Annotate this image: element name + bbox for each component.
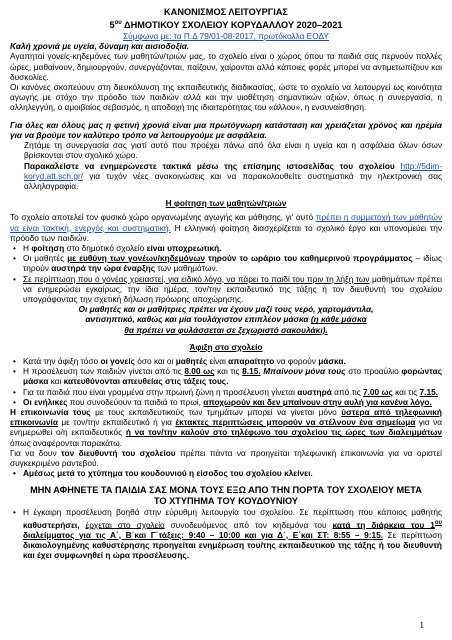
list-item: • Οι ενήλικες που συνοδεύουν τα παιδιά το πρωί, αποχωρούν και δεν μπαίνουν στην αυλή για κανένα λόγο.: [10, 397, 442, 407]
list-item: • Η προσέλευση των παιδιών γίνεται από τις 8.00 ως και τις 8.15. Μπαίνουν μόνα τους στο προαύλιο φορώντας μάσκα και κατευθύνονται απευθείας στις τάξεις τους.: [10, 366, 442, 386]
warning-line-1: ΜΗΝ ΑΦΗΝΕΤΕ ΤΑ ΠΑΙΔΙΑ ΣΑΣ ΜΟΝΑ ΤΟΥΣ ΕΞΩ ΑΠΟ ΤΗΝ ΠΟΡΤΑ ΤΟΥ ΣΧΟΛΕΙΟΥ ΜΕΤΑ: [30, 485, 422, 496]
list-item: • Σε περίπτωση που ο γονέας χρειαστεί, για ειδικό λόγο, να πάρει το παιδί του πριν τη λήξη των μαθημάτων πρέπει να ενημερώσει εγκαίρως, την ίδια ημέρα, τον/την εκπαιδευτικό της τάξης ή τον διευθυντή του σχολείου υπογράφοντας την σχετική δήλωση πρόωρης αποχώρησης.: [10, 274, 442, 305]
director-paragraph: Για να δουν τον διευθυντή του σχολείου πρέπει πάντα να προηγείται τηλεφωνική επικοινωνία για να οριστεί συγκεκριμένο ραντεβού.: [10, 447, 442, 468]
legal-reference: Σύμφωνα με: τα Π.Δ 79/01-08-2017, πρωτόκολλα ΕΟΔΥ: [123, 31, 329, 42]
covid-notice: Για όλες και όλους μας η φετινή χρονιά είναι μια πρωτόγνωρη κατάσταση και χρειάζεται χρόνος και ηρεμία για να βρούμε τον καλύτερο τρόπο να λειτουργούμε με ασφάλεια.: [10, 119, 442, 140]
mask-notice-3: θα πρέπει να φυλάσσεται σε ξεχωριστό σακουλάκι).: [124, 324, 328, 335]
attendance-heading: Η φοίτηση των μαθητών/τριών: [165, 198, 287, 209]
school-website-link[interactable]: http://5dim-koryd.att.sch.gr/: [24, 160, 442, 181]
website-notice: Παρακαλείστε να ενημερώνεστε τακτικά μέσω της επίσημης ιστοσελίδας του σχολείου http://5dim-koryd.att.sch.gr/ για τυχόν νέες ανακοινώσεις και να παρακολουθείτε συστηματικά την ηλεκτρονική σας αλληλογραφία.: [24, 160, 442, 191]
list-item: • Για τα παιδιά που είναι γραμμένα στην πρωινή ζώνη η προσέλευση γίνεται αυστηρά από τις 7.00 ως και τις 7.15.: [10, 387, 442, 397]
list-item: • Κατά την άφιξη τόσο οι γονείς όσο και οι μαθητές είναι απαραίτητο να φορούν μάσκα.: [10, 356, 442, 366]
arrival-heading: Άφιξη στο σχολείο: [189, 341, 263, 352]
document-title: ΚΑΝΟΝΙΣΜΟΣ ΛΕΙΤΟΥΡΓΙΑΣ: [164, 7, 288, 17]
mask-notice-1: Οι μαθητές και οι μαθήτριες πρέπει να έχουν μαζί τους νερό, χαρτομάντιλα,: [78, 304, 374, 315]
mask-notice-2: αντισηπτικό, καθώς και μία τουλάχιστον επιπλέον μάσκα (η κάθε μάσκα: [85, 314, 367, 325]
list-item: • Η έγκαιρη προσέλευση βοηθά στην εύρυθμη λειτουργία του σχολείου. Σε περίπτωση που κάποιος μαθητής καθυστερήσει, έρχεται στο σχολείο συνοδευόμενος από τον κηδεμόνα του κατά τη διάρκεια του $1^{o\upsilon}$ διαλείμματος για τις Α΄, Β΄και Γ΄τάξεις: 9:40 – 10:00 και για Δ΄, Ε΄και ΣΤ: 8:55 – 9:15. Σε περίπτωση δικαιολογημένης καθυστέρησης προηγείται ενημέρωση του/της εκπαιδευτικού της τάξης ή του διευθυντή και έχει συμφωνηθεί η ώρα προσέλευσης.: [10, 507, 442, 560]
communication-paragraph: Η επικοινωνία τους με τους εκπαιδευτικούς των τμημάτων μπορεί να γίνεται μόνο ύστερα από τηλεφωνική επικοινωνία με τον/την εκπαιδευτικό ή για έκτακτες περιπτώσεις μπορούν να στέλνουν ένα σημείωμα για να ενημερωθεί ο/η εκπαιδευτικός ή να τον/την καλούν στο τηλέφωνο του σχολείου τις ώρες των διαλειμμάτων όπως αναφέρονται παρακάτω.: [10, 406, 443, 448]
arrival-rules: [10, 356, 442, 407]
list-item: • Η φοίτηση στο δημοτικό σχολείο είναι υποχρεωτική.: [10, 243, 442, 253]
warning-line-2: ΤΟ ΧΤΥΠΗΜΑ ΤΟΥ ΚΟΥΔΟΥΝΙΟΥ: [153, 496, 299, 507]
greeting: Καλή χρονιά με υγεία, δύναμη και αισιοδοξία.: [10, 41, 190, 52]
intro-paragraph-1: Αγαπητοί γονείς-κηδεμόνες των μαθητών/τριών μας, το σχολείο είναι ο χώρος όπου τα παιδιά σας περνούν πολλές ώρες, μαθαίνουν, δημιουργούν, συνεργάζονται, παίζουν, χαίρονται αλλά κάποιες φορές μπορεί να αντιμετωπίζουν και δυσκολίες.: [10, 51, 442, 82]
attendance-paragraph: Το σχολείο αποτελεί τον φυσικό χώρο οργανωμένης αγωγής και μάθησης, γι' αυτό πρέπει η συμμετοχή των μαθητών να είναι τακτική, ενεργός και συστηματική. Η ελληνική φοίτηση διασχερίζεται το σχολικό έργο και υπονομεύει την πρόοδο των παιδιών.: [10, 212, 443, 243]
page-number: 1: [419, 619, 424, 630]
bell-rule: [10, 468, 442, 478]
intro-paragraph-2: Οι κανόνες σκοπεύουν στη διευκόλυνση της εκπαιδευτικής διαδικασίας, ώστε το σχολείο να λειτουργεί ως κοινότητα αγωγής με στόχο την πρόοδο των παιδιών αλλά και την υιοθέτηση σημαντικών αξιών, όπως η συνεργασία, η αλληλεγγύη, ο αμοιβαίος σεβασμός, η αποδοχή της ιδιαιτερότητας του «άλλου», η ενσυναίσθηση.: [10, 82, 442, 113]
list-item: • Οι μαθητές με ευθύνη των γονέων/κηδεμόνων τηρούν το ωράριο του καθημερινού προγράμματος – ιδίως τηρούν αυστηρά την ώρα έναρξης των μαθημάτων.: [10, 253, 442, 273]
cooperation-text: Ζητάμε τη συνεργασία σας γιατί αυτό που προέχει πάνω από όλα είναι η υγεία και η ασφάλεια όλων όσων βρίσκονται στον σχολικό χώρο.: [24, 140, 442, 161]
school-name: $5^{o\upsilon}$ ΔΗΜΟΤΙΚΟΥ ΣΧΟΛΕΙΟΥ ΚΟΡΥΔΑΛΛΟΥ 2020–2021: [109, 20, 343, 31]
attendance-rules: [10, 243, 442, 304]
list-item: • Αμέσως μετά το χτύπημα του κουδουνιού η είσοδος του σχολείου κλείνει.: [10, 468, 442, 478]
late-arrival-rule: [10, 507, 442, 560]
